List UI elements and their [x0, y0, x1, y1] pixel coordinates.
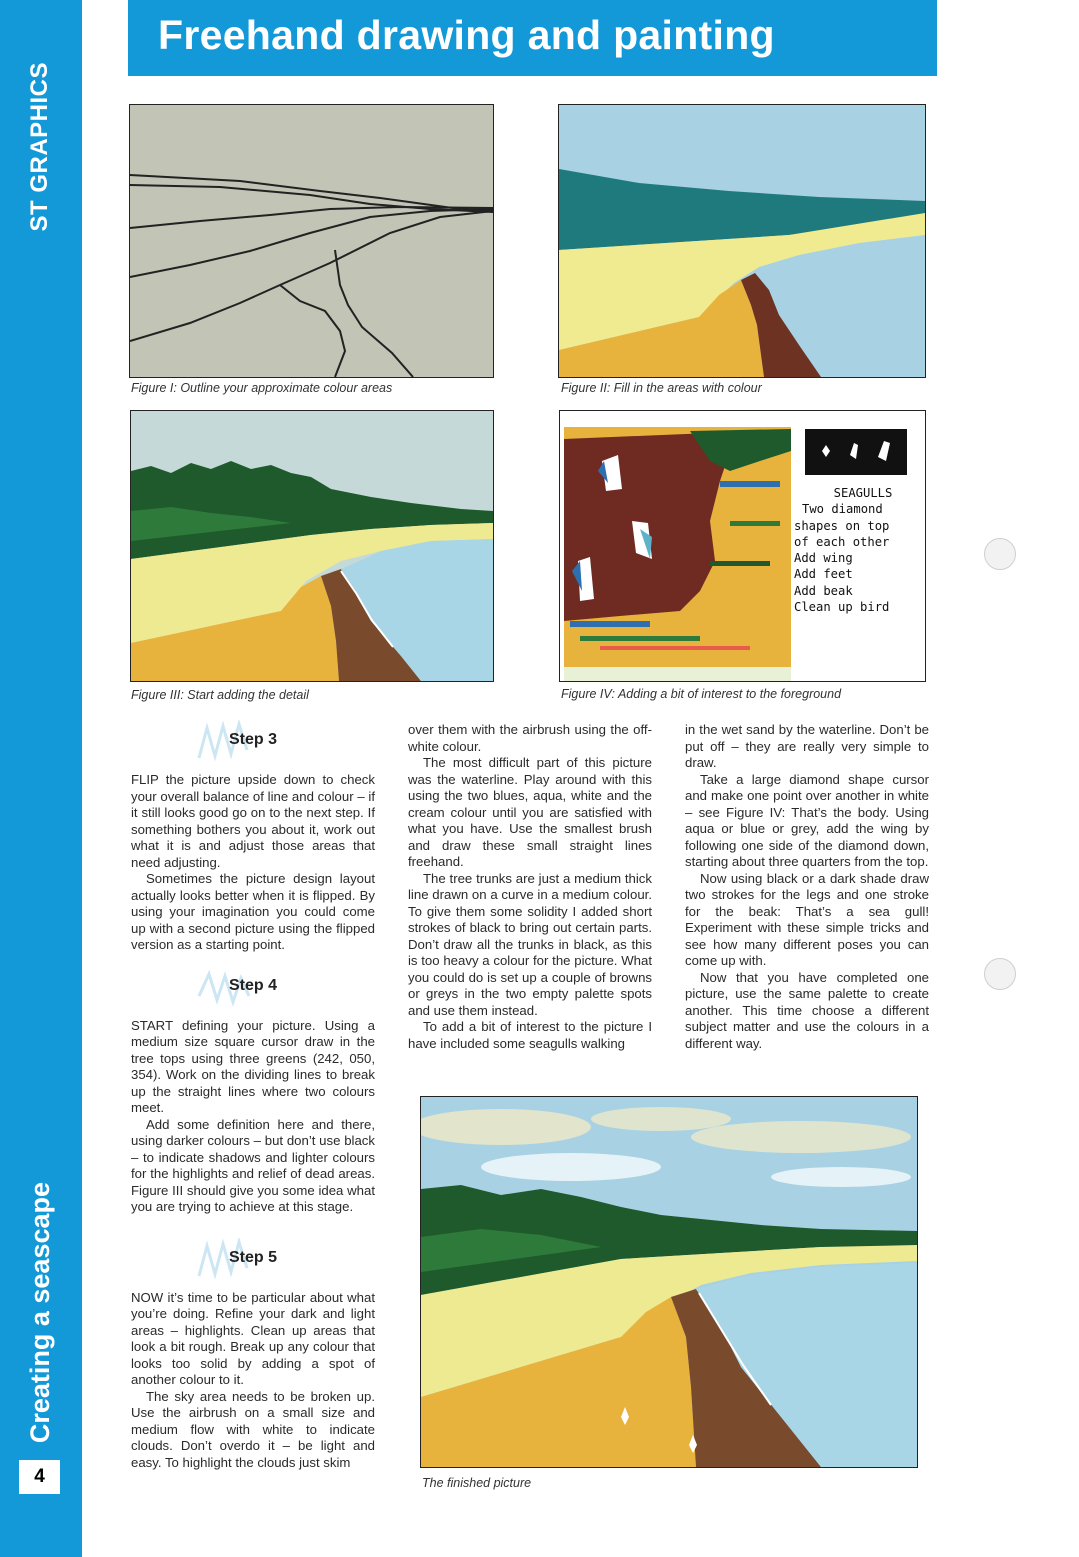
step-4-paragraph: START defining your picture. Using a medium size square cursor draw in the tree tops using three greens (242, 050, 354). Work on the dividing lines to break up the straight lines where two colours meet.	[131, 1017, 375, 1115]
figure-3-caption: Figure III: Start adding the detail	[131, 688, 309, 702]
step-4-paragraph: Add some definition here and there, using darker colours – but don’t use black – to indicate shadows and lighter colours for the highlights and relief of dead areas. Figure III should give you some idea what you are trying to achieve at this stage.	[131, 1116, 375, 1214]
seagull-screen-line: Add beak	[794, 583, 853, 598]
page-number: 4	[19, 1460, 60, 1494]
seagull-screen-line: Add feet	[794, 567, 853, 582]
binder-hole	[984, 958, 1016, 990]
text-column-1	[131, 718, 375, 1471]
body-paragraph: Now that you have completed one picture, use the same palette to create another. This time choose a different subject matter and use the colours in a different way.	[685, 969, 929, 1051]
step-3-paragraph: FLIP the picture upside down to check your overall balance of line and colour – if it still looks good go on to the next step. If something bothers you about it, work out what it is and adjust those areas that need adjusting.	[131, 772, 375, 870]
chapter-label-text: Creating a seascape	[24, 1181, 55, 1444]
title-bar	[128, 0, 937, 76]
seagull-screen-line: Clean up bird	[794, 600, 890, 615]
seagull-screen-line: shapes on top	[794, 518, 890, 533]
body-paragraph: in the wet sand by the waterline. Don’t be put off – they are really very simple to draw.	[685, 722, 929, 770]
step-5-heading-block	[131, 1236, 375, 1290]
text-column-3	[685, 722, 929, 1052]
figure-4-caption: Figure IV: Adding a bit of interest to the foreground	[561, 687, 842, 701]
step-5-paragraph: NOW it’s time to be particular about what you’re doing. Refine your dark and light areas – highlights. Clean up areas that look a bit rough. Break up any colour that looks too solid by adding a spot of another colour to it.	[131, 1289, 375, 1387]
finished-picture-caption: The finished picture	[422, 1476, 532, 1490]
figure-4-image	[559, 410, 926, 682]
figure-3-image	[130, 410, 494, 682]
step-4-heading: Step 4	[228, 976, 277, 994]
body-paragraph: over them with the airbrush using the off-white colour.	[408, 722, 652, 754]
section-label-text: ST GRAPHICS	[26, 62, 53, 232]
page-title: Freehand drawing and painting	[158, 12, 775, 58]
figure-2-image	[558, 104, 926, 378]
step-5-paragraph: The sky area needs to be broken up. Use the airbrush on a small size and medium flow with white to indicate clouds. Don’t overdo it – be light and easy. To highlight the clouds just skim	[131, 1388, 375, 1470]
figure-1-image	[129, 104, 494, 378]
section-label	[8, 52, 72, 242]
seagull-screen-title: SEAGULLS	[833, 486, 893, 500]
binder-hole	[984, 538, 1016, 570]
sidebar	[0, 0, 82, 1557]
figure-1-caption: Figure I: Outline your approximate colour areas	[131, 381, 393, 395]
step-4-heading-block	[131, 964, 375, 1018]
body-paragraph: The tree trunks are just a medium thick line drawn on a curve in a medium colour. To give them some solidity I added short strokes of black to bring out certain parts. Don’t draw all the trunks in black, as this is too heavy a colour for the picture. What you could do is set up a couple of browns or greys in the two empty palette spots and use them instead.	[408, 870, 652, 1018]
body-paragraph: Take a large diamond shape cursor and make one point over another in white – see Figure IV: That’s the body. Using aqua or blue or grey, add the wing by following one side of the diamond down, starting about three quarters from the top.	[685, 771, 929, 869]
seagull-screen-line: Add wing	[794, 551, 853, 566]
step-3-heading: Step 3	[228, 731, 277, 748]
step-5-heading: Step 5	[228, 1248, 277, 1266]
body-paragraph: Now using black or a dark shade draw two strokes for the legs and one stroke for the beak: That’s a sea gull! Experiment with these simple tricks and see how many different poses you can come up with.	[685, 870, 929, 968]
step-3-heading-block	[131, 718, 375, 772]
seagull-screen-line: of each other	[794, 534, 890, 549]
step-3-paragraph: Sometimes the picture design layout actually looks better when it is flipped. By using your imagination you could come up with a second picture using the flipped version as a starting point.	[131, 871, 375, 952]
finished-picture-image	[420, 1096, 918, 1468]
seagull-screen-text	[794, 485, 924, 615]
body-paragraph: The most difficult part of this picture was the waterline. Play around with this using the two blues, aqua, white and the cream colour until you are satisfied with what you have. Use the smallest brush and draw these small straight lines freehand.	[408, 755, 652, 869]
body-paragraph: To add a bit of interest to the picture I have included some seagulls walking	[408, 1019, 652, 1051]
figure-2-caption: Figure II: Fill in the areas with colour	[561, 381, 762, 395]
text-column-2	[408, 722, 652, 1052]
chapter-label	[8, 1175, 72, 1450]
seagull-screen-line: Two diamond	[802, 502, 883, 517]
